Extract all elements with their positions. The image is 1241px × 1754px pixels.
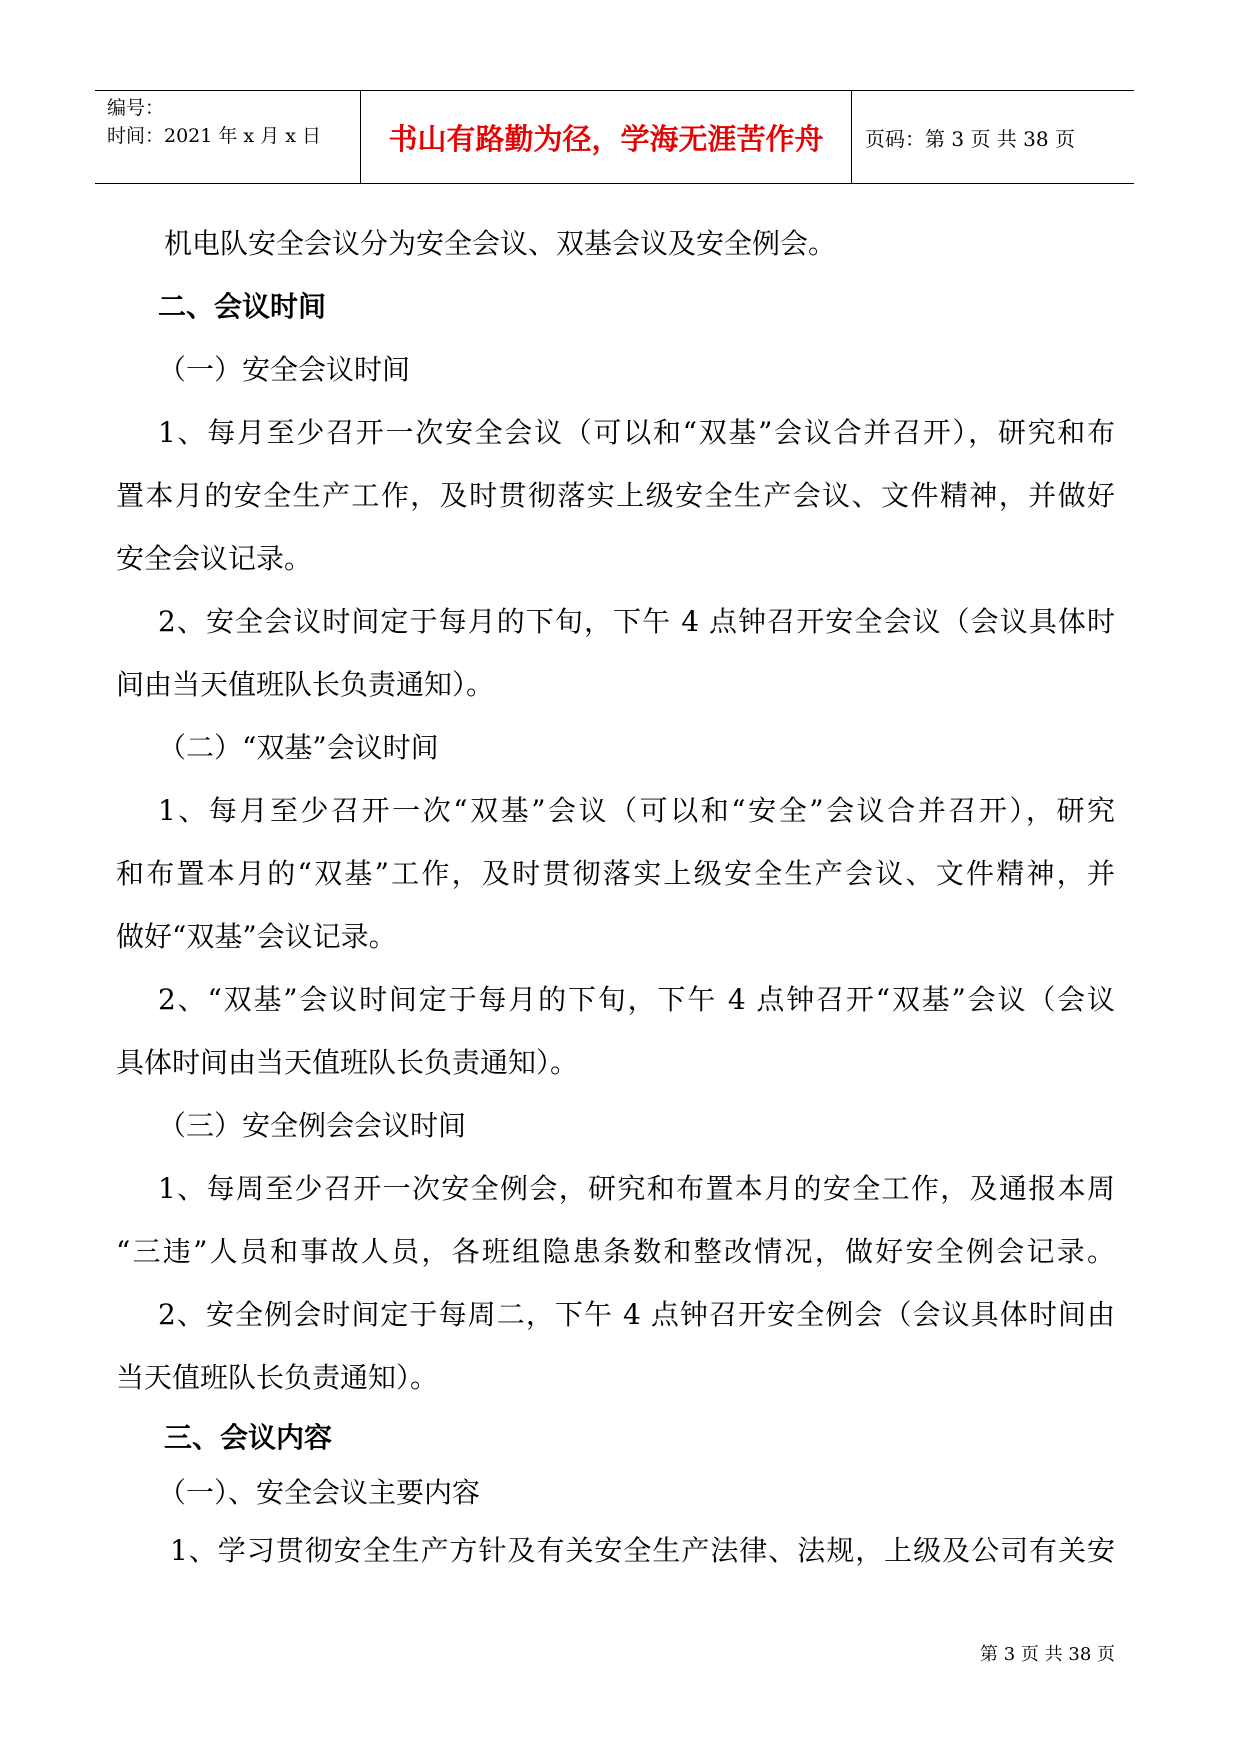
paragraph-line: 1、每周至少召开一次安全例会，研究和布置本月的安全工作，及通报本周	[158, 1172, 1115, 1205]
paragraph-line: 2、“双基”会议时间定于每月的下旬，下午 4 点钟召开“双基”会议（会议	[158, 983, 1115, 1016]
paragraph	[116, 1519, 1115, 1582]
paragraph-line: 当天值班队长负责通知）。	[116, 1361, 439, 1394]
paragraph-line: 2、安全例会时间定于每周二，下午 4 点钟召开安全例会（会议具体时间由	[158, 1298, 1115, 1331]
header-page-cell	[851, 91, 1134, 183]
header-motto-cell	[360, 91, 851, 183]
page-header-table	[95, 90, 1134, 184]
subsection-heading: （一）安全会议时间	[158, 353, 411, 386]
subsection-safety-meeting-time	[116, 338, 1115, 716]
paragraph-line: 1、学习贯彻安全生产方针及有关安全生产法律、法规，上级及公司有关安	[170, 1534, 1115, 1567]
section-heading: 三、会议内容	[164, 1421, 333, 1454]
header-page-indicator: 页码：第 3 页 共 38 页	[865, 126, 1075, 151]
subsection-heading: （一）、安全会议主要内容	[158, 1476, 481, 1509]
paragraph-line: 1、每月至少召开一次“双基”会议（可以和“安全”会议合并召开），研究	[158, 794, 1115, 827]
paragraph-line: 安全会议记录。	[116, 542, 313, 575]
paragraph	[116, 968, 1115, 1094]
subsection-heading: （三）安全例会会议时间	[158, 1109, 467, 1142]
intro-paragraph: 机电队安全会议分为安全会议、双基会议及安全例会。	[164, 227, 837, 260]
subsection-weekly-safety-meeting-time	[116, 1094, 1115, 1409]
page-footer-number: 第 3 页 共 38 页	[980, 1644, 1115, 1665]
paragraph-line: “三违”人员和事故人员，各班组隐患条数和整改情况，做好安全例会记录。	[116, 1235, 1115, 1268]
paragraph-line: 和布置本月的“双基”工作，及时贯彻落实上级安全生产会议、文件精神，并	[116, 857, 1115, 890]
paragraph	[116, 1283, 1115, 1409]
subsection-safety-meeting-content	[116, 1467, 1115, 1582]
header-motto: 书山有路勤为径，学海无涯苦作舟	[388, 121, 824, 156]
paragraph	[116, 1157, 1115, 1283]
document-body	[116, 212, 1115, 1582]
subsection-heading: （二）“双基”会议时间	[158, 731, 439, 764]
section-meeting-time	[116, 275, 1115, 1409]
paragraph-line: 置本月的安全生产工作，及时贯彻落实上级安全生产会议、文件精神，并做好	[116, 479, 1115, 512]
section-meeting-content	[116, 1409, 1115, 1582]
document-number-label: 编号：	[107, 97, 165, 119]
paragraph-line: 间由当天值班队长负责通知）。	[116, 668, 495, 701]
section-heading: 二、会议时间	[158, 290, 327, 323]
paragraph-line: 2、安全会议时间定于每月的下旬，下午 4 点钟召开安全会议（会议具体时	[158, 605, 1115, 638]
subsection-shuangji-meeting-time	[116, 716, 1115, 1094]
paragraph-line: 具体时间由当天值班队长负责通知）。	[116, 1046, 579, 1079]
document-date-label: 时间：2021 年 x 月 x 日	[107, 125, 321, 147]
paragraph	[116, 401, 1115, 590]
paragraph	[116, 590, 1115, 716]
header-meta-cell	[95, 91, 360, 183]
paragraph-line: 做好“双基”会议记录。	[116, 920, 397, 953]
paragraph-line: 1、每月至少召开一次安全会议（可以和“双基”会议合并召开），研究和布	[158, 416, 1115, 449]
paragraph	[116, 779, 1115, 968]
